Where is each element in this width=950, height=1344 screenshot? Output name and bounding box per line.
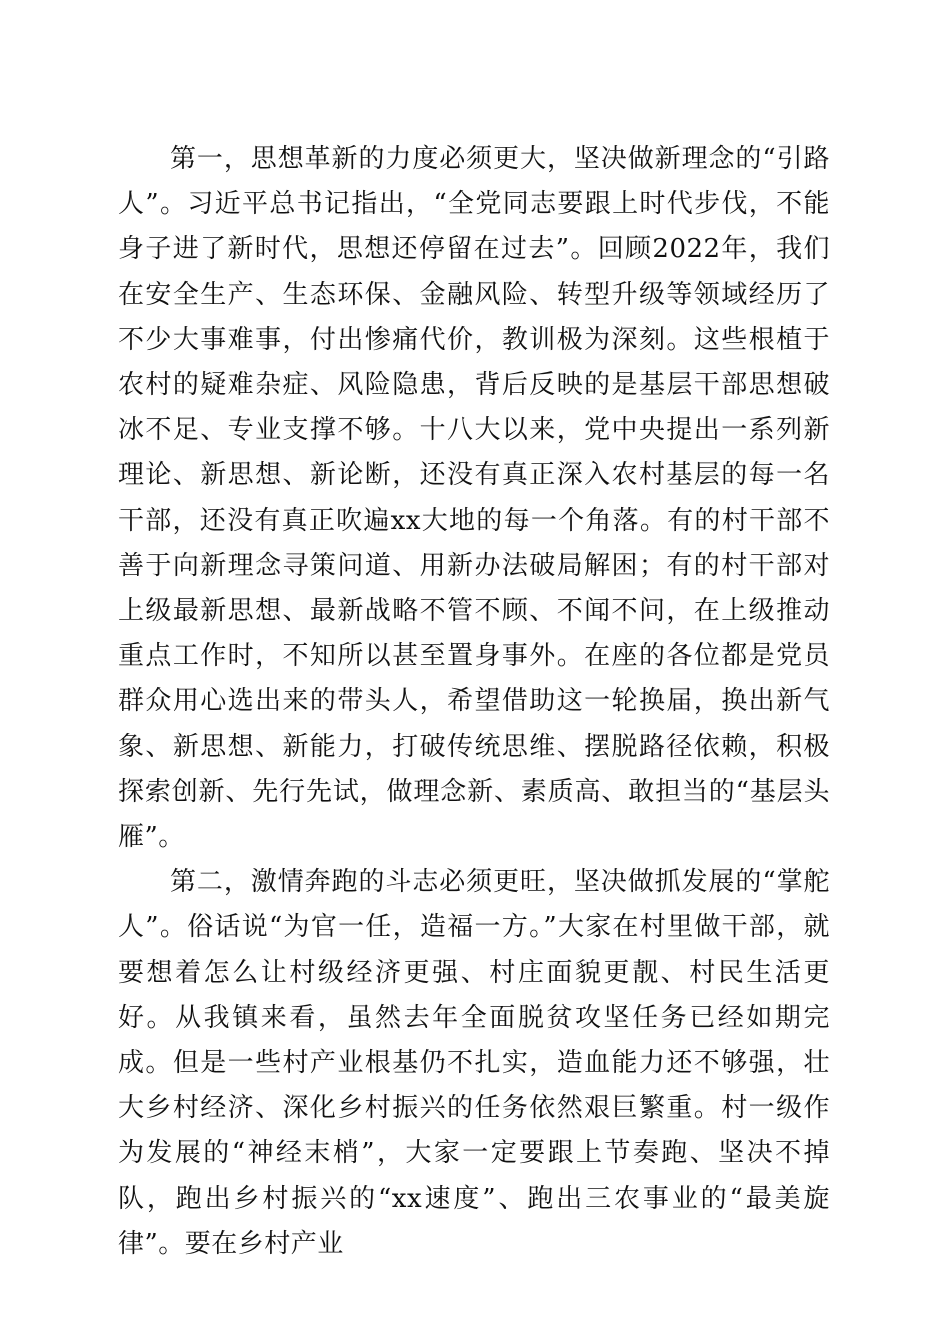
paragraph-first-point: 第一，思想革新的力度必须更大，坚决做新理念的“引路人”。习近平总书记指出，“全党同志要跟上时代步伐，不能身子进了新时代，思想还停留在过去”。回顾2022年，我们在安全生产、生态环保、金融风险、转型升级等领域经历了不少大事难事，付出惨痛代价，教训极为深刻。这些根植于农村的疑难杂症、风险隐患，背后反映的是基层干部思想破冰不足、专业支撑不够。十八大以来，党中央提出一系列新理论、新思想、新论断，还没有真正深入农村基层的每一名干部，还没有真正吹遍xx大地的每一个角落。有的村干部不善于向新理念寻策问道、用新办法破局解困；有的村干部对上级最新思想、最新战略不管不顾、不闻不问，在上级推动重点工作时，不知所以甚至置身事外。在座的各位都是党员群众用心选出来的带头人，希望借助这一轮换届，换出新气象、新思想、新能力，打破传统思维、摆脱路径依赖，积极探索创新、先行先试，做理念新、素质高、敢担当的“基层头雁”。 — [118, 144, 830, 853]
document-body — [118, 137, 830, 1267]
paragraph-second-point: 第二，激情奔跑的斗志必须更旺，坚决做抓发展的“掌舵人”。俗话说“为官一任，造福一方。”大家在村里做干部，就要想着怎么让村级经济更强、村庄面貌更靓、村民生活更好。从我镇来看，虽然去年全面脱贫攻坚任务已经如期完成。但是一些村产业根基仍不扎实，造血能力还不够强，壮大乡村经济、深化乡村振兴的任务依然艰巨繁重。村一级作为发展的“神经末梢”，大家一定要跟上节奏跑、坚决不掉队，跑出乡村振兴的“xx速度”、跑出三农事业的“最美旋律”。要在乡村产业 — [118, 867, 830, 1259]
